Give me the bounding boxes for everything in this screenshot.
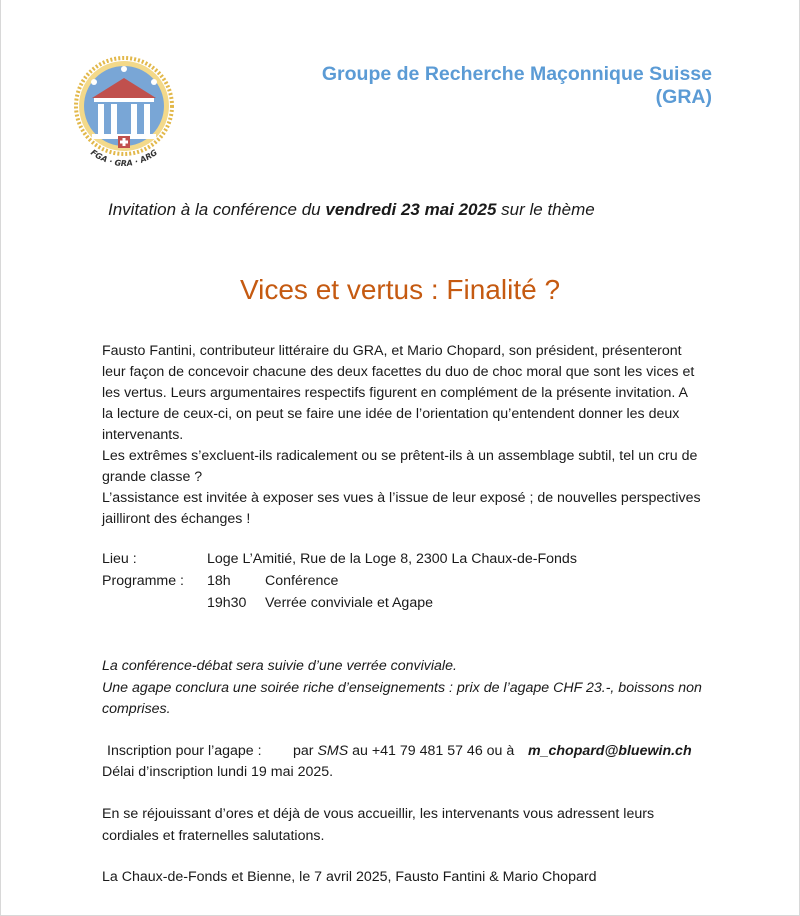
invitation-date: vendredi 23 mai 2025 — [325, 200, 497, 219]
signature-line: La Chaux-de-Fonds et Bienne, le 7 avril 2025, Fausto Fantini & Mario Chopard — [102, 869, 597, 885]
paragraph-line: leur façon de concevoir chacune des deux facettes du duo de choc moral que sont les vices et — [102, 364, 695, 380]
org-line-2: (GRA) — [655, 86, 712, 108]
lieu-value: Loge L’Amitié, Rue de la Loge 8, 2300 La Chaux-de-Fonds — [207, 551, 577, 567]
paragraph-line: grande classe ? — [102, 469, 203, 485]
inscription-deadline: Délai d’inscription lundi 19 mai 2025. — [102, 764, 334, 780]
programme-label: Programme : — [102, 573, 184, 589]
closing-line-2: cordiales et fraternelles salutations. — [102, 828, 325, 844]
paragraph-line: Les extrêmes s’excluent-ils radicalement ou se prêtent-ils à un assemblage subtil, tel un cru de — [102, 448, 698, 464]
invitation-prefix: Invitation à la conférence du — [108, 200, 326, 219]
paragraph-line: la lecture de ceux-ci, on peut se faire une idée de l’orientation qu’entendent donner les deux — [102, 406, 680, 422]
note-line-2: Une agape conclura une soirée riche d’enseignements : prix de l’agape CHF 23.-, boissons non — [102, 680, 702, 696]
organization-name — [322, 63, 712, 109]
note-line-1: La conférence-débat sera suivie d’une verrée conviviale. — [102, 658, 457, 674]
inscription-sms: SMS — [317, 743, 349, 759]
page-border-left — [0, 0, 1, 916]
programme-time-2: 19h30 — [207, 595, 247, 611]
note-line-3: comprises. — [102, 701, 171, 717]
programme-time-1: 18h — [207, 573, 231, 589]
closing-line-1: En se réjouissant d’ores et déjà de vous accueillir, les intervenants vous adressent leurs — [102, 806, 655, 822]
inscription-contact — [293, 743, 514, 759]
programme-event-2: Verrée conviviale et Agape — [265, 595, 433, 611]
programme-event-1: Conférence — [265, 573, 339, 589]
lieu-label: Lieu : — [102, 551, 137, 567]
paragraph-line: jailliront des échanges ! — [102, 511, 251, 527]
paragraph-line: intervenants. — [102, 427, 184, 443]
paragraph-line: Fausto Fantini, contributeur littéraire du GRA, et Mario Chopard, son président, présenteront — [102, 343, 682, 359]
org-line-1: Groupe de Recherche Maçonnique Suisse — [321, 63, 712, 85]
invitation-line — [108, 200, 595, 220]
invitation-suffix: sur le thème — [496, 200, 595, 219]
description-paragraph — [102, 341, 722, 530]
inscription-email-link[interactable]: m_chopard@bluewin.ch — [528, 743, 692, 759]
logo-caption: FGA · GRA · ARG — [89, 147, 159, 169]
gra-temple-logo — [70, 56, 178, 172]
paragraph-line: L’assistance est invitée à exposer ses vues à l’issue de leur exposé ; de nouvelles perspectives — [102, 490, 701, 506]
inscription-label: Inscription pour l’agape : — [107, 743, 262, 759]
conference-title: Vices et vertus : Finalité ? — [239, 274, 561, 305]
inscription-par: par — [293, 743, 318, 759]
inscription-phone: au +41 79 481 57 46 ou à — [348, 743, 515, 759]
paragraph-line: les vertus. Leurs argumentaires respectifs figurent en complément de la présente invitation. A — [102, 385, 688, 401]
